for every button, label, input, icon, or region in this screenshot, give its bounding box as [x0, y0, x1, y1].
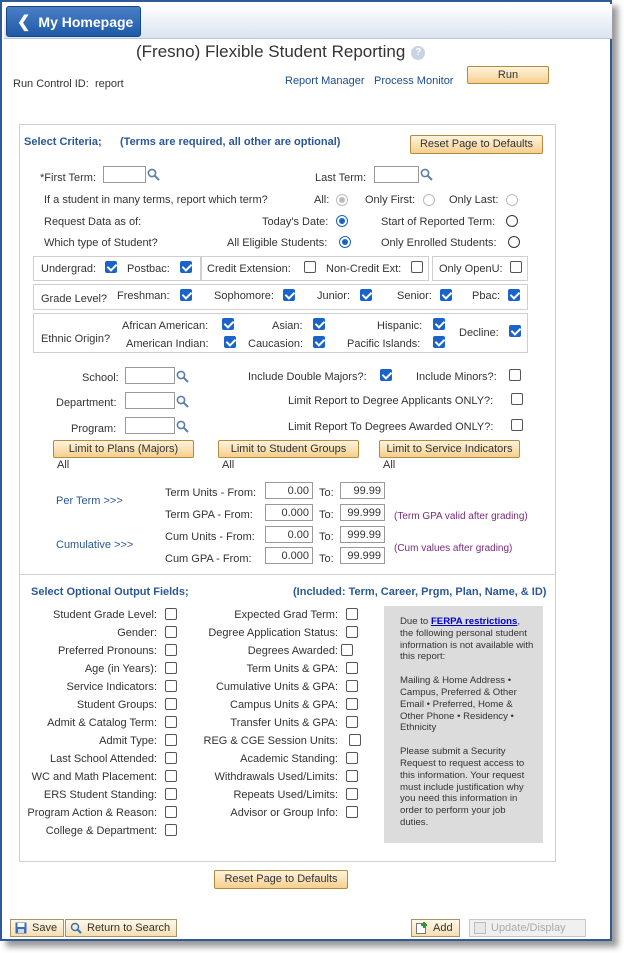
reset-page-button-top[interactable]: Reset Page to Defaults: [410, 135, 543, 154]
first-term-input[interactable]: [103, 166, 146, 183]
output-left-label: WC and Math Placement:: [31, 771, 157, 783]
term-units-to-label: To:: [319, 487, 334, 499]
department-search-icon[interactable]: [176, 395, 189, 408]
section-divider: [19, 574, 556, 575]
caucasion-checkbox[interactable]: [313, 336, 325, 348]
decline-label: Decline:: [459, 327, 499, 339]
degrees-awarded-checkbox[interactable]: [511, 419, 523, 431]
output-left-checkbox[interactable]: [165, 644, 177, 656]
output-right-checkbox[interactable]: [346, 716, 358, 728]
limit-service-button[interactable]: Limit to Service Indicators: [379, 440, 520, 458]
output-right-checkbox[interactable]: [346, 806, 358, 818]
run-button[interactable]: Run: [467, 66, 549, 84]
ferpa-link[interactable]: FERPA restrictions: [430, 616, 518, 627]
double-majors-label: Include Double Majors?:: [248, 371, 367, 383]
output-left-label: Admit & Catalog Term:: [47, 717, 157, 729]
limit-plans-button[interactable]: Limit to Plans (Majors): [53, 440, 194, 458]
african-american-label: African American:: [122, 320, 209, 332]
cum-units-label: Cum Units - From:: [165, 531, 255, 543]
run-control-value: report: [94, 78, 124, 90]
output-heading: Select Optional Output Fields;: [31, 586, 189, 598]
output-left-label: Service Indicators:: [66, 681, 157, 693]
criteria-note: (Terms are required, all other are optional): [120, 136, 341, 148]
minors-checkbox[interactable]: [509, 369, 521, 381]
output-right-label: Academic Standing:: [240, 753, 338, 765]
opt-all-label: All:: [314, 194, 330, 206]
page-title: (Fresno) Flexible Student Reporting ?: [136, 42, 425, 62]
request-as-of-label: Request Data as of:: [44, 216, 142, 228]
cum-units-max-input[interactable]: [340, 526, 385, 543]
output-left-checkbox[interactable]: [165, 788, 177, 800]
output-left-label: Preferred Pronouns:: [57, 645, 157, 657]
cum-gpa-to-label: To:: [319, 553, 334, 565]
cum-units-to-label: To:: [319, 531, 334, 543]
output-right-label: Term Units & GPA:: [246, 663, 338, 675]
term-gpa-note: (Term GPA valid after grading): [394, 511, 528, 522]
output-left-checkbox[interactable]: [165, 734, 177, 746]
only-openu-label: Only OpenU:: [439, 263, 503, 275]
criteria-heading: Select Criteria;: [24, 136, 102, 148]
opt-all-radio[interactable]: [336, 194, 348, 206]
pacific-islands-checkbox[interactable]: [433, 336, 445, 348]
undergrad-checkbox[interactable]: [105, 261, 117, 273]
output-right-label: Withdrawals Used/Limits:: [214, 771, 338, 783]
output-left-label: Student Groups:: [76, 699, 157, 711]
output-right-label: Degrees Awarded:: [247, 645, 338, 657]
minors-label: Include Minors?:: [416, 371, 497, 383]
senior-checkbox[interactable]: [440, 289, 452, 301]
output-left-label: Age (in Years):: [84, 663, 157, 675]
save-icon: [15, 922, 27, 934]
output-left-checkbox[interactable]: [165, 608, 177, 620]
output-right-checkbox[interactable]: [346, 698, 358, 710]
cum-note: (Cum values after grading): [394, 543, 513, 554]
school-label: School:: [82, 372, 119, 384]
pacific-islands-label: Pacific Islands:: [347, 338, 421, 350]
term-gpa-max-input[interactable]: [340, 504, 385, 521]
output-right-checkbox[interactable]: [349, 734, 361, 746]
freshman-label: Freshman:: [117, 290, 170, 302]
output-left-label: Last School Attended:: [49, 753, 157, 765]
output-right-checkbox[interactable]: [341, 644, 353, 656]
hispanic-checkbox[interactable]: [433, 318, 445, 330]
postbac-checkbox[interactable]: [180, 261, 192, 273]
groups-all-text: All: [222, 459, 235, 471]
asian-label: Asian:: [272, 320, 303, 332]
output-right-label: REG & CGE Session Units:: [203, 735, 338, 747]
output-left-label: Admit Type:: [99, 735, 157, 747]
junior-checkbox[interactable]: [360, 289, 372, 301]
senior-label: Senior:: [397, 290, 432, 302]
return-search-icon: [70, 922, 82, 934]
postbac-label: Postbac:: [127, 263, 170, 275]
my-homepage-button[interactable]: ❮ My Homepage: [6, 6, 141, 37]
top-bar: [4, 4, 612, 39]
junior-label: Junior:: [317, 290, 351, 302]
only-enrolled-radio[interactable]: [508, 236, 520, 248]
opt-only-first-label: Only First:: [365, 194, 416, 206]
department-label: Department:: [56, 397, 117, 409]
department-input[interactable]: [125, 392, 175, 409]
many-terms-question: If a student in many terms, report which term?: [44, 194, 268, 206]
cum-gpa-min-input[interactable]: [265, 547, 313, 564]
freshman-checkbox[interactable]: [180, 289, 192, 301]
sophomore-label: Sophomore:: [214, 290, 274, 302]
output-right-checkbox[interactable]: [346, 608, 358, 620]
term-units-max-input[interactable]: [340, 482, 385, 499]
output-left-label: College & Department:: [45, 825, 157, 837]
output-right-label: Cumulative Units & GPA:: [215, 681, 338, 693]
hispanic-label: Hispanic:: [377, 320, 423, 332]
ferpa-request: Please submit a Security Request to request access to this information. Your request must include justification why you need this information in order to perform your job duties.: [400, 746, 525, 828]
only-enrolled-label: Only Enrolled Students:: [381, 237, 497, 249]
pbac-checkbox[interactable]: [508, 289, 520, 301]
output-left-checkbox[interactable]: [165, 770, 177, 782]
decline-checkbox[interactable]: [509, 325, 521, 337]
term-gpa-label: Term GPA - From:: [165, 509, 253, 521]
start-reported-term-label: Start of Reported Term:: [381, 216, 496, 228]
output-left-label: Program Action & Reason:: [27, 807, 157, 819]
report-manager-link[interactable]: Report Manager: [285, 75, 365, 87]
term-units-label: Term Units - From:: [165, 487, 257, 499]
save-button[interactable]: Save: [10, 919, 64, 937]
output-left-checkbox[interactable]: [165, 752, 177, 764]
asian-checkbox[interactable]: [313, 318, 325, 330]
sophomore-checkbox[interactable]: [283, 289, 295, 301]
school-input[interactable]: [125, 367, 175, 384]
help-icon[interactable]: ?: [411, 46, 425, 60]
ethnic-origin-label: Ethnic Origin?: [41, 333, 111, 345]
term-gpa-to-label: To:: [319, 509, 334, 521]
add-icon: [416, 922, 428, 934]
output-right-checkbox[interactable]: [346, 788, 358, 800]
output-left-checkbox[interactable]: [165, 680, 177, 692]
cum-units-min-input[interactable]: [265, 526, 313, 543]
output-right-label: Transfer Units & GPA:: [230, 717, 338, 729]
output-right-label: Repeats Used/Limits:: [233, 789, 338, 801]
school-search-icon[interactable]: [176, 370, 189, 383]
output-right-label: Expected Grad Term:: [234, 609, 338, 621]
run-control-label: Run Control ID: report: [13, 78, 124, 90]
degrees-awarded-label: Limit Report To Degrees Awarded ONLY?:: [288, 421, 494, 433]
output-included-note: (Included: Term, Career, Prgm, Plan, Name, & ID): [293, 586, 547, 598]
double-majors-checkbox[interactable]: [380, 369, 392, 381]
output-left-checkbox[interactable]: [165, 662, 177, 674]
chevron-left-icon: ❮: [17, 13, 31, 31]
pbac-label: Pbac:: [472, 290, 501, 302]
first-term-label: *First Term:: [40, 172, 97, 184]
output-right-label: Advisor or Group Info:: [230, 807, 338, 819]
plans-all-text: All: [57, 459, 70, 471]
all-eligible-label: All Eligible Students:: [227, 237, 328, 249]
service-all-text: All: [383, 459, 396, 471]
american-indian-label: American Indian:: [126, 338, 209, 350]
american-indian-checkbox[interactable]: [224, 336, 236, 348]
output-left-checkbox[interactable]: [165, 824, 177, 836]
student-type-question: Which type of Student?: [44, 237, 158, 249]
todays-date-label: Today's Date:: [262, 216, 329, 228]
output-left-label: ERS Student Standing:: [43, 789, 157, 801]
undergrad-label: Undergrad:: [41, 263, 97, 275]
output-left-checkbox[interactable]: [165, 806, 177, 818]
output-left-checkbox[interactable]: [165, 716, 177, 728]
grade-level-box: [33, 284, 528, 310]
program-search-icon[interactable]: [176, 420, 189, 433]
todays-date-radio[interactable]: [336, 215, 348, 227]
output-right-checkbox[interactable]: [346, 680, 358, 692]
noncredit-ext-label: Non-Credit Ext:: [326, 263, 402, 275]
return-to-search-button[interactable]: Return to Search: [65, 919, 177, 937]
program-input[interactable]: [125, 417, 175, 434]
degree-applicants-label: Limit Report to Degree Applicants ONLY?:: [288, 395, 494, 407]
last-term-input[interactable]: [374, 166, 419, 183]
caucasion-label: Caucasion:: [248, 338, 304, 350]
reset-page-button-bottom[interactable]: Reset Page to Defaults: [214, 870, 348, 889]
only-openu-checkbox[interactable]: [510, 261, 522, 273]
output-right-checkbox[interactable]: [346, 752, 358, 764]
output-right-checkbox[interactable]: [346, 770, 358, 782]
degree-applicants-checkbox[interactable]: [511, 393, 523, 405]
ferpa-notice: Due to FERPA restrictions, the following personal student information is not available with this report: Mailing & Home Address • Campus, Preferred & Other Email • Preferred, Home & Other Phone • Residency • Ethnicity Please submit a Security Request to request access to this information. Your request must include justification why you need this information in order to perform your job duties.: [384, 606, 543, 843]
output-right-label: Degree Application Status:: [208, 627, 338, 639]
output-left-label: Student Grade Level:: [53, 609, 157, 621]
output-left-checkbox[interactable]: [165, 698, 177, 710]
program-label: Program:: [71, 423, 117, 435]
output-right-checkbox[interactable]: [346, 662, 358, 674]
opt-only-last-radio[interactable]: [506, 194, 518, 206]
update-icon: [474, 922, 486, 934]
output-left-label: Gender:: [117, 627, 157, 639]
last-term-label: Last Term:: [315, 172, 367, 184]
african-american-checkbox[interactable]: [222, 318, 234, 330]
last-term-search-icon[interactable]: [420, 168, 433, 181]
term-units-min-input[interactable]: [265, 482, 313, 499]
output-left-checkbox[interactable]: [165, 626, 177, 638]
credit-ext-checkbox[interactable]: [304, 261, 316, 273]
cum-gpa-label: Cum GPA - From:: [165, 553, 252, 565]
cumulative-label: Cumulative >>>: [56, 539, 134, 551]
credit-ext-label: Credit Extension:: [207, 263, 291, 275]
all-eligible-radio[interactable]: [339, 236, 351, 248]
opt-only-first-radio[interactable]: [423, 194, 435, 206]
ferpa-list: Mailing & Home Address • Campus, Preferred & Other Email • Preferred, Home & Other Phone • Residency • Ethnicity: [400, 675, 517, 734]
output-right-checkbox[interactable]: [346, 626, 358, 638]
grade-level-label: Grade Level?: [41, 293, 108, 305]
cum-gpa-max-input[interactable]: [340, 547, 385, 564]
opt-only-last-label: Only Last:: [449, 194, 499, 206]
noncredit-ext-checkbox[interactable]: [411, 261, 423, 273]
process-monitor-link[interactable]: Process Monitor: [374, 75, 454, 87]
update-display-button[interactable]: Update/Display: [469, 919, 586, 937]
term-gpa-min-input[interactable]: [265, 504, 313, 521]
limit-groups-button[interactable]: Limit to Student Groups: [218, 440, 359, 458]
first-term-search-icon[interactable]: [147, 168, 160, 181]
start-reported-term-radio[interactable]: [506, 215, 518, 227]
output-right-label: Campus Units & GPA:: [230, 699, 338, 711]
add-button[interactable]: Add: [411, 919, 460, 937]
per-term-label: Per Term >>>: [56, 495, 123, 507]
